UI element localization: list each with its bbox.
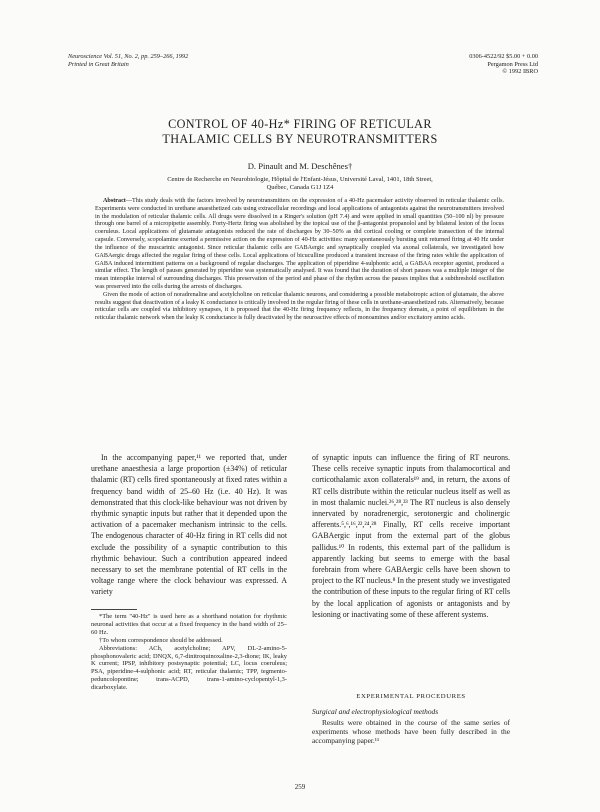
- paper-title-line-2: THALAMIC CELLS BY NEUROTRANSMITTERS: [162, 132, 438, 146]
- abstract-label: Abstract: [103, 198, 126, 204]
- footnotes: [91, 613, 287, 692]
- affiliation-line-2: Québec, Canada G1J 1Z4: [266, 184, 334, 191]
- footnote-1: *The term "40-Hz" is used here as a shorthand notation for rhythmic neuronal activities that occur at a fixed frequency in the band width of 25–60 Hz.: [91, 613, 287, 636]
- abstract: [95, 198, 504, 323]
- footnote-2: †To whom correspondence should be addressed.: [99, 636, 223, 644]
- journal-header-left: [68, 53, 188, 68]
- section-heading: EXPERIMENTAL PROCEDURES: [356, 693, 466, 700]
- paper-title: [0, 117, 600, 147]
- abstract-text: —This study deals with the factors involved by neurotransmitters on the expression of a 40-Hz pacemaker activity observed in reticular thalamic cells. Experiments were conducted in urethane anaesthetized cats using extracellular recordings and local applications of antagonists against the neurotransmitters involved in the modulation of reticular thalamic cells. All drugs were dissolved in a Ringer's solution (pH 7.4) and were applied in small quantities (50–100 nl) by pressure through one barrel of a micropipette assembly. Forty-Hertz firing was abolished by the topical use of the β-antagonist propanolol and by bilateral lesion of the locus coeruleus. Local applications of glutamate antagonists reduced the rate of discharges by 30–50% as did cortical cooling or complete transection of the internal capsule. Conversely, scopolamine exerted a permissive action on the expression of 40-Hz activities: many spontaneously bursting unit returned firing at 40 Hz under the influence of the muscarinic antagonist. Since reticular thalamic cells are GABAergic and synaptically coupled via axonal collaterals, we investigated how GABAergic drugs affected the regular firing of these cells. Local applications of bicuculline produced a transient increase of the firing rates while the application of GABA induced intermittent patterns on a background of regular discharges. The application of piperidine 4-sulphonic acid, a GABAA receptor agonist, produced a similar effect. The length of pauses generated by piperidine was systematically analysed. It was found that the duration of short pauses was a multiple integer of the mean interspike interval of surrounding discharges. This preservation of the period and phase of the rhythm across the pauses implies that a subthreshold oscillation was preserved into the cells during the arrests of discharges.: [95, 198, 504, 290]
- affiliation: [0, 176, 600, 192]
- intro-paragraph-2: of synaptic inputs can influence the firing of RT neurons. These cells receive synaptic inputs from thalamocortical and corticothalamic axon collaterals¹⁹ and, in return, the axons of RT cells distribute within the reticular nucleus itself as well as in most thalamic nuclei.²⁶,²⁸,³³ The RT nucleus is also densely innervated by noradrenergic, serotonergic and cholinergic afferents.⁵,⁶,¹⁶,²²,²⁴,²⁸ Finally, RT cells receive important GABAergic input from the external part of the globus pallidus.¹⁰ In rodents, this external part of the pallidum is apparently lacking but seems to emerge with the basal forebrain from where GABAergic cells have been shown to project to the RT nucleus.⁸ In the present study we investigated the contribution of these inputs to the regular firing of RT cells by the local application of agonists or antagonists and by lesioning or inactivating some of these afferent systems.: [312, 453, 510, 619]
- intro-paragraph-1: In the accompanying paper,¹¹ we reported that, under urethane anaesthesia a large proportion (±34%) of reticular thalamic (RT) cells fired spontaneously at fixed rates within a frequency band width of 25–60 Hz (i.e. 40 Hz). It was demonstrated that this clock-like behaviour was not driven by rhythmic synaptic inputs but rather that it depended upon the activation of a pacemaker mechanism intrinsic to the cells. The endogenous character of 40-Hz firing in RT cells did not exclude the possibility of a synaptic contribution to this rhythmic behaviour. Such a contribution appeared indeed necessary to set the membrane potential of RT cells in the voltage range where the clock behaviour was expressed. A variety: [91, 453, 287, 597]
- printed-in: Printed in Great Britain: [68, 60, 129, 68]
- footnote-rule: [91, 609, 137, 610]
- authors: D. Pinault and M. Deschênes†: [247, 161, 353, 171]
- methods-paragraph: Results were obtained in the course of the same series of experiments whose methods have been fully described in the accompanying paper.¹¹: [312, 718, 510, 746]
- journal-header-right: [469, 53, 538, 76]
- page-number: 259: [294, 783, 306, 791]
- copyright: © 1992 IBRO: [502, 68, 538, 76]
- journal-citation: Neuroscience Vol. 51, No. 2, pp. 259–266, 1992: [68, 53, 189, 60]
- publisher: Pergamon Press Ltd: [487, 60, 538, 68]
- abstract-paragraph-2: Given the mode of action of noradrenaline and acetylcholine on reticular thalamic neurons, and considering a possible metabotropic action of glutamate, the above results suggest that deactivation of a leaky K conductance is critically involved in the regular firing of these cells in urethane-anaesthetized rats. Alternatively, because reticular cells are coupled via inhibitory synapses, it is proposed that the 40-Hz firing frequency reflects, in the frequency domain, a point of equilibrium in the reticular thalamic network when the leaky K conductance is fully deactivated by the neuroactive effects of monoamines and/or excitatory amino acids.: [95, 291, 504, 322]
- footnote-abbreviations: Abbreviations: ACh, acetylcholine; APV, DL-2-amino-5-phosphonovaleric acid; DNQX, 6,7-dinitroquinoxaline-2,3-dione; IK, leaky K current; IPSP, inhibitory postsynaptic potential; LC, locus coeruleus; PSA, piperidine-4-sulphonic acid; RT, reticular thalamic; TPP, tegmento-peduncolopontine; trans-ACPD, trans-1-amino-cyclopentyl-1,3-dicarboxylate.: [91, 644, 287, 692]
- left-column: [91, 452, 287, 598]
- abstract-paragraph-1: [95, 198, 504, 292]
- right-column: [312, 452, 510, 620]
- affiliation-line-1: Centre de Recherche en Neurobiologie, Hôpital de l'Enfant-Jésus, Université Laval, 1401, 18th Street,: [167, 176, 433, 183]
- paper-title-line-1: CONTROL OF 40-Hz* FIRING OF RETICULAR: [168, 117, 432, 131]
- issn: 0306-4522/92 $5.00 + 0.00: [469, 53, 538, 60]
- subsection-heading: Surgical and electrophysiological methods: [312, 707, 439, 716]
